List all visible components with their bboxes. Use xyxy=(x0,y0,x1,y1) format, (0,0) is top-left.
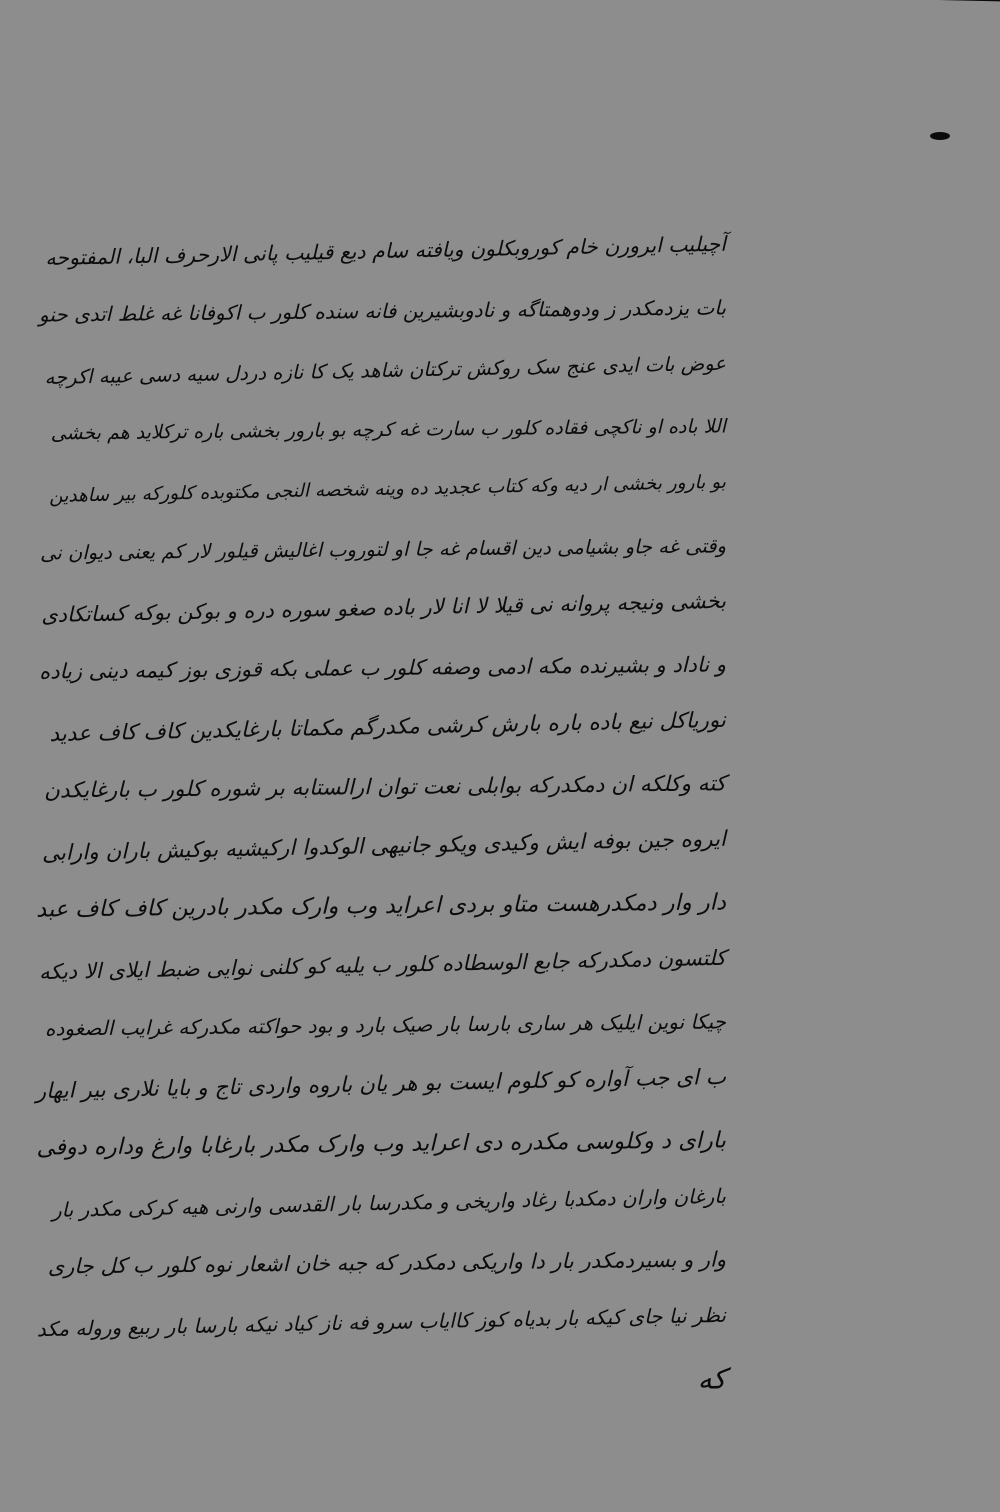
text-line: بارای د وکلوسی مکدره دی اعراید وب وارک مکدر بارغابا وارغ وداره دوفی xyxy=(36,1126,727,1161)
text-line: دار وار دمکدرهست متاو بردی اعراید وب وارک مکدر بادرین کاف کاف عبد xyxy=(35,888,727,923)
ink-stroke-top-edge xyxy=(680,0,1000,24)
text-line: وقتی غه جاو بشیامی دین اقسام غه جا او لتوروب اغالیش قیلور لار کم یعنی دیوان نی xyxy=(39,533,727,565)
text-line: اللا باده او ناکچی فقاده کلور ب سارت غه کرچه بو بارور بخشی باره ترکلاید هم بخشی xyxy=(50,414,727,444)
text-line: ب ای جب آواره کو کلوم ایست بو هر یان باروه واردی تاج و بایا نلاری بیر ایهار xyxy=(35,1064,727,1105)
text-line: بخشی ونیجه پروانه نی قیلا لا انا لار باده صغو سوره دره و بوکن بوکه کساتکادی xyxy=(40,588,727,628)
text-line: عوض بات ایدی عنج سک روکش ترکتان شاهد یک کا نازه دردل سیه دسی عیبه اکرچه xyxy=(44,351,727,390)
text-line-final: که xyxy=(697,1361,727,1396)
text-line: وار و بسیردمکدر بار دا واریکی دمکدر که جبه خان اشعار نوه کلور ب کل جاری xyxy=(47,1246,727,1278)
text-line: بو بارور بخشی ار دیه وکه کتاب عجدید ده وینه شخصه النجی مکتوبده کلورکه بیر ساهدین xyxy=(48,471,727,507)
text-line: آچیلیب ایرورن خام کوروبکلون ویافته سام دیع قیلیب پانی الارحرف البا، المفتوحه xyxy=(45,231,727,271)
text-line: بات یزدمکدر ز ودوهمتاگه و نادوبشیرین فانه سنده کلور ب اکوفانا غه غلط اتدی حنو xyxy=(38,294,727,327)
text-line: نظر نیا جای کیکه بار بدیاه کوز کاایاب سرو فه ناز کیاد نیکه بارسا بار ربیع وروله مکد xyxy=(36,1302,727,1342)
text-line: بارغان واران دمکدبا رغاد واریخی و مکدرسا بار القدسی وارنی هیه کرکی مکدر بار xyxy=(51,1183,727,1222)
handwritten-text-block xyxy=(36,222,726,1412)
text-line: چیکا نوین ایلیک هر ساری بارسا بار صیک بارد و بود حواکته مکدرکه غرایب الصغوده xyxy=(44,1008,727,1041)
text-line: کته وکلکه ان دمکدرکه بوابلی نعت توان ارالستابه بر شوره کلور ب بارغایکدن xyxy=(43,770,727,804)
text-line: ایروه جین بوفه ایش وکیدی ویکو جانیهی الوکدوا ارکیشیه بوکیش باران وارابی xyxy=(41,826,727,867)
ink-blot xyxy=(930,132,950,140)
text-line: نوریاکل نیع باده باره بارش کرشی مکدرگم مکماتا بارغایکدین کاف کاف عدید xyxy=(49,707,727,747)
text-line: و ناداد و بشیرنده مکه ادمی وصفه کلور ب عملی بکه قوزی بوز کیمه دینی زیاده xyxy=(39,651,727,684)
text-line: کلتسون دمکدرکه جابع الوسطاده کلور ب یلیه کو کلنی نوایی ضبط ایلای الا دیکه xyxy=(38,945,727,985)
